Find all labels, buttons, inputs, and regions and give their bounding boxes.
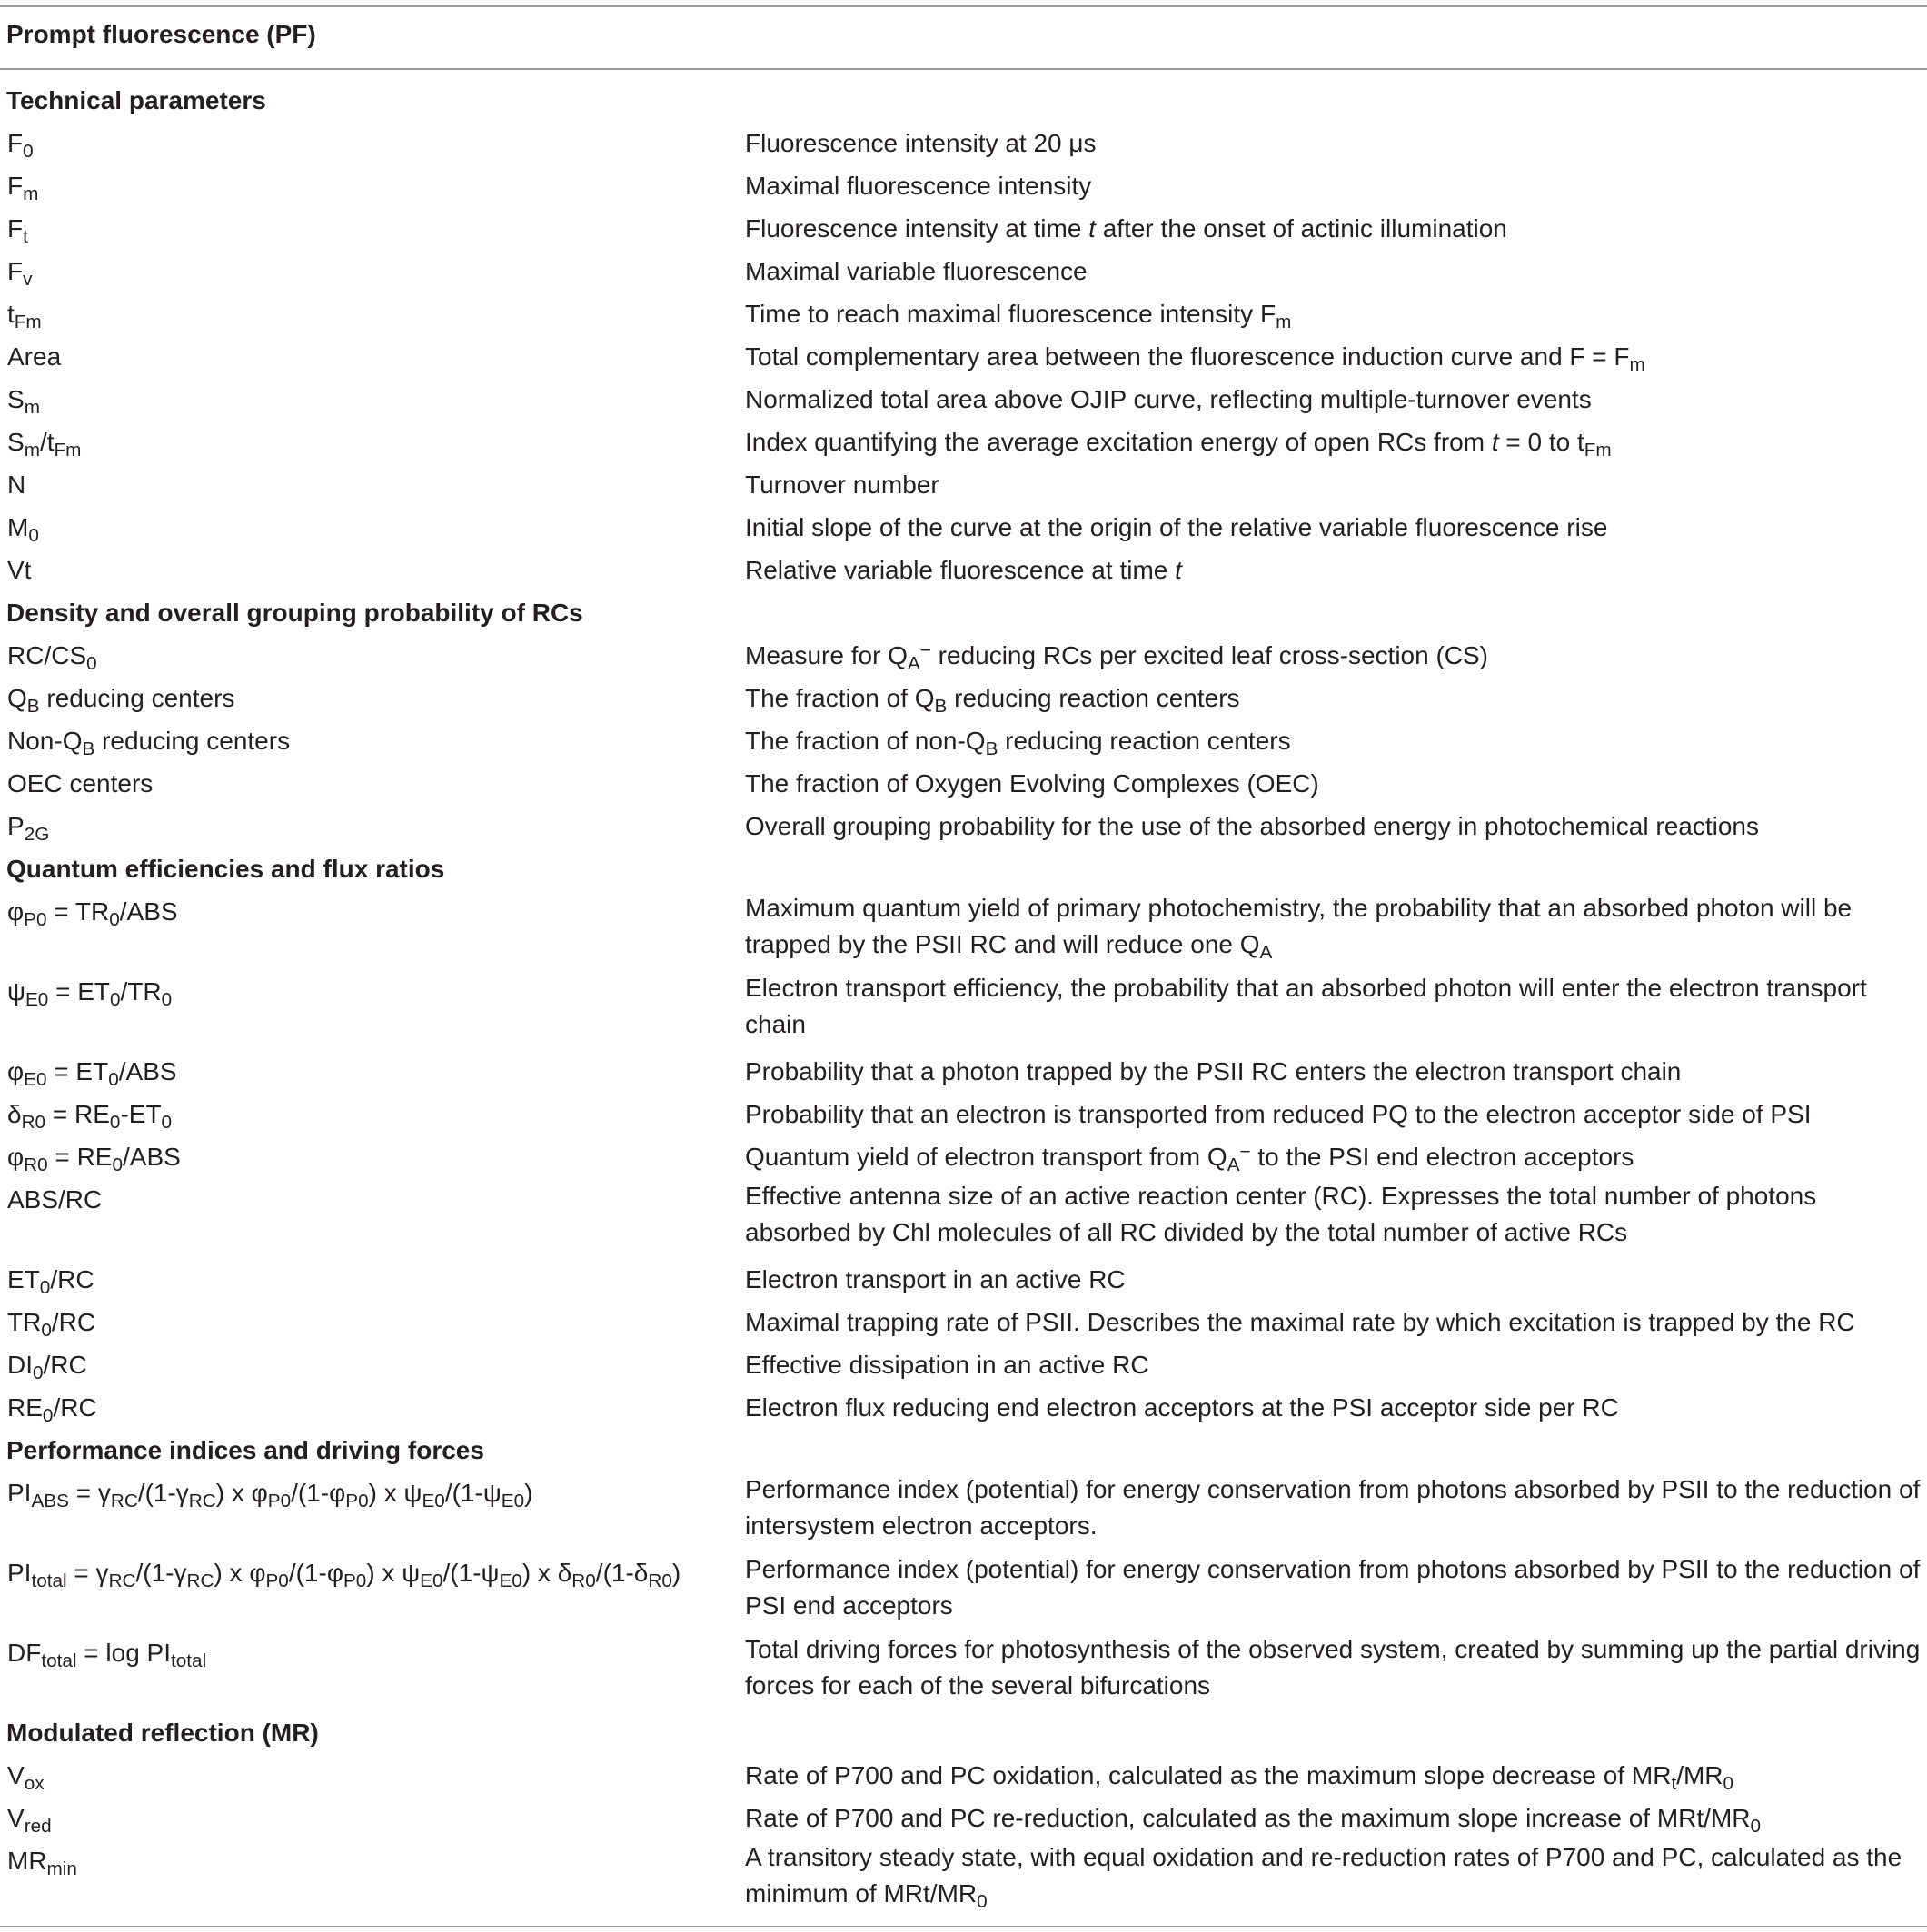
table-row	[0, 1093, 1927, 1135]
parameter-symbol: OEC centers	[7, 769, 154, 798]
table-row	[0, 1178, 1927, 1258]
parameter-symbol: $S_m$	[7, 385, 40, 418]
parameter-symbol: $MR_{min}$	[7, 1847, 77, 1879]
section-header: Density and overall grouping probability of RCs	[6, 599, 583, 627]
section-header-row	[0, 1711, 1927, 1754]
parameter-description: The fraction of non-$Q_B$ reducing reaction centers	[745, 727, 1291, 759]
parameter-symbol: $F_t$	[7, 214, 28, 247]
parameter-description: Probability that a photon trapped by the PSII RC enters the electron transport chain	[745, 1057, 1682, 1085]
parameter-symbol: $M_0$	[7, 513, 39, 546]
table-row	[0, 677, 1927, 719]
table-row	[0, 207, 1927, 250]
parameter-description: A transitory steady state, with equal oxidation and re-reduction rates of P700 and PC, calculated as the minimum of MRt/$MR_0$	[745, 1843, 1902, 1912]
parameter-symbol: $\psi_{E0} = ET_0/TR_0$	[7, 977, 173, 1010]
parameter-symbol: $PI_{total} = \gamma_{RC}/(1-\gamma_{RC})$ x $\varphi_{P0}/(1-\varphi_{P0})$ x $\psi_{E0}/(1-\psi_{E0})$ x $\delta_{R0}/(1-\delta_{R0})$	[7, 1559, 681, 1591]
table-row	[0, 122, 1927, 164]
parameter-symbol: $DI_0/RC$	[7, 1351, 87, 1383]
table-row	[0, 250, 1927, 292]
parameter-symbol: Vt	[7, 556, 32, 584]
parameter-description: Electron transport in an active RC	[745, 1265, 1126, 1293]
section-header: Modulated reflection (MR)	[6, 1719, 319, 1747]
table-row	[0, 463, 1927, 506]
parameter-symbol: $F_0$	[7, 129, 34, 162]
table-row	[0, 378, 1927, 421]
parameter-description: Overall grouping probability for the use of the absorbed energy in photochemical reactions	[745, 812, 1759, 840]
table-row	[0, 1471, 1927, 1551]
parameter-description: Probability that an electron is transported from reduced PQ to the electron acceptor side of PSI	[745, 1100, 1812, 1128]
table-row	[0, 805, 1927, 847]
parameter-symbol: $F_v$	[7, 257, 33, 290]
parameter-description: Rate of P700 and PC oxidation, calculated as the maximum slope decrease of $MR_t/MR_0$	[745, 1761, 1734, 1794]
table-row	[0, 1135, 1927, 1178]
parameter-description: Maximal trapping rate of PSII. Describes the maximal rate by which excitation is trapped by the RC	[745, 1308, 1855, 1336]
section-header-row	[0, 1429, 1927, 1471]
parameter-description: The fraction of $Q_B$ reducing reaction centers	[745, 684, 1240, 717]
table-title: Prompt fluorescence (PF)	[6, 20, 316, 48]
parameter-symbol: $TR_0/RC$	[7, 1308, 96, 1341]
table-row	[0, 506, 1927, 549]
section-header-row	[0, 591, 1927, 634]
parameter-symbol: $\varphi_{E0} = ET_0/ABS$	[7, 1057, 177, 1090]
parameter-symbol: Non-$Q_B$ reducing centers	[7, 727, 291, 759]
parameter-symbol: $P_{2G}$	[7, 812, 50, 845]
parameter-description: Effective antenna size of an active reaction center (RC). Expresses the total number of photons absorbed by Chl molecules of all RC divided by the total number of active RCs	[745, 1182, 1817, 1246]
parameter-description: Measure for $Q_A^-$ reducing RCs per excited leaf cross-section (CS)	[745, 639, 1489, 674]
parameter-symbol: N	[7, 471, 26, 499]
table-row	[0, 1754, 1927, 1797]
parameter-description: Maximal variable fluorescence	[745, 257, 1088, 285]
parameter-description: Rate of P700 and PC re-reduction, calculated as the maximum slope increase of MRt/$MR_0$	[745, 1804, 1762, 1837]
parameter-description: Time to reach maximal fluorescence intensity $F_m$	[745, 300, 1292, 332]
table-row	[0, 719, 1927, 762]
table-row	[0, 1551, 1927, 1631]
table-row	[0, 549, 1927, 591]
parameter-description: Turnover number	[745, 471, 939, 499]
parameter-symbol: $PI_{ABS} = \gamma_{RC}/(1-\gamma_{RC})$ x $\varphi_{P0}/(1-\varphi_{P0})$ x $\psi_{E0}/(1-\psi_{E0})$	[7, 1479, 533, 1511]
parameter-symbol: $t_{Fm}$	[7, 300, 42, 332]
parameter-description: Performance index (potential) for energy conservation from photons absorbed by PSII to the reduction of PSI end acceptors	[745, 1555, 1921, 1620]
section-header: Technical parameters	[6, 86, 266, 114]
parameter-description: Relative variable fluorescence at time t	[745, 556, 1182, 584]
section-header-row	[0, 79, 1927, 122]
parameter-description: Electron transport efficiency, the probability that an absorbed photon will enter the electron transport chain	[745, 974, 1867, 1038]
table-row	[0, 1839, 1927, 1919]
section-header: Performance indices and driving forces	[6, 1436, 484, 1464]
table-row	[0, 1797, 1927, 1839]
parameter-symbol: $\delta_{R0} = RE_0-ET_0$	[7, 1100, 173, 1133]
parameter-symbol: $F_m$	[7, 172, 39, 204]
parameter-description: Initial slope of the curve at the origin of the relative variable fluorescence rise	[745, 513, 1608, 541]
table-row	[0, 1301, 1927, 1343]
parameter-symbol: $RC/CS_0$	[7, 641, 97, 674]
bottom-rule	[0, 1926, 1927, 1927]
parameter-symbol: $Q_B$ reducing centers	[7, 684, 235, 717]
parameter-symbol: $V_{ox}$	[7, 1761, 45, 1794]
parameter-description: The fraction of Oxygen Evolving Complexes (OEC)	[745, 769, 1319, 798]
section-header: Quantum efficiencies and flux ratios	[6, 855, 445, 883]
section-header-row	[0, 847, 1927, 890]
parameter-description: Electron flux reducing end electron acceptors at the PSI acceptor side per RC	[745, 1393, 1619, 1422]
parameter-description: Quantum yield of electron transport from $Q_A^-$ to the PSI end electron acceptors	[745, 1141, 1634, 1175]
table-row	[0, 164, 1927, 207]
parameter-description: Effective dissipation in an active RC	[745, 1351, 1149, 1379]
parameter-description: Maximum quantum yield of primary photochemistry, the probability that an absorbed photon will be trapped by the PSII RC and will reduce one $Q_A$	[745, 894, 1853, 963]
top-rule	[0, 5, 1927, 7]
table-row	[0, 1631, 1927, 1711]
parameter-symbol: $\varphi_{P0} = TR_0/ABS$	[7, 897, 178, 930]
parameter-symbol: $DF_{total} = \log PI_{total}$	[7, 1639, 207, 1671]
table-row	[0, 292, 1927, 335]
table-row	[0, 762, 1927, 805]
table-row	[0, 1343, 1927, 1386]
table-row	[0, 421, 1927, 463]
parameter-description: Performance index (potential) for energy conservation from photons absorbed by PSII to the reduction of intersystem electron acceptors.	[745, 1475, 1921, 1540]
parameter-description: Total complementary area between the fluorescence induction curve and $F = F_m$	[745, 342, 1645, 375]
parameter-symbol: $RE_0/RC$	[7, 1393, 97, 1426]
table-row	[0, 890, 1927, 970]
table-row	[0, 970, 1927, 1050]
table-row	[0, 1386, 1927, 1429]
table-row	[0, 1050, 1927, 1093]
parameter-description: Maximal fluorescence intensity	[745, 172, 1092, 200]
parameter-symbol: Area	[7, 342, 62, 371]
table-row	[0, 1258, 1927, 1301]
parameter-symbol: $V_{red}$	[7, 1804, 52, 1837]
parameter-description: Total driving forces for photosynthesis of the observed system, created by summing up the partial driving forces for each of the several bifurcations	[745, 1635, 1921, 1699]
title-rule	[0, 68, 1927, 70]
parameter-symbol: $S_m/t_{Fm}$	[7, 428, 82, 461]
table-row	[0, 335, 1927, 378]
table-row	[0, 634, 1927, 677]
parameter-description: Fluorescence intensity at time t after the onset of actinic illumination	[745, 214, 1507, 243]
parameter-symbol: ABS/RC	[7, 1185, 103, 1214]
parameter-symbol: $\varphi_{R0} = RE_0/ABS$	[7, 1143, 181, 1175]
parameter-description: Fluorescence intensity at 20 μs	[745, 129, 1097, 157]
parameter-description: Index quantifying the average excitation energy of open RCs from t = 0 to $t_{Fm}$	[745, 428, 1612, 461]
parameter-symbol: $ET_0/RC$	[7, 1265, 94, 1298]
parameter-description: Normalized total area above OJIP curve, reflecting multiple-turnover events	[745, 385, 1592, 413]
